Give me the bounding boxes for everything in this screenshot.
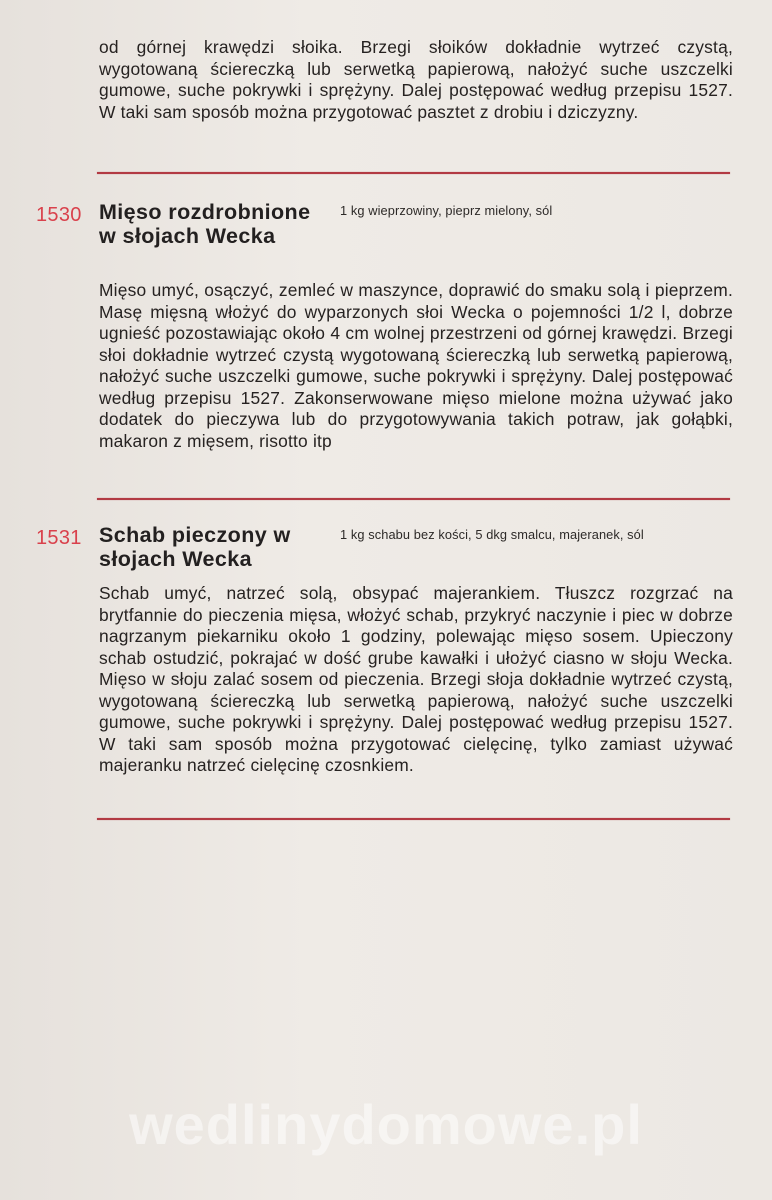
watermark: wedlinydomowe.pl: [129, 1093, 643, 1156]
recipe-number: 1531: [36, 527, 82, 549]
recipe-title: Mięso rozdrobnione w słojach Wecka: [99, 200, 311, 248]
recipe-instructions: Schab umyć, natrzeć solą, obsypać majerankiem. Tłuszcz rozgrzać na brytfannie do pieczenia mięsa, włożyć schab, przykryć naczynie i piec w dobrze nagrzanym piekarniku około 1 godziny, polewając mięso sosem. Upieczony schab ostudzić, pokrajać w dość grube kawałki i ułożyć ciasno w słoju Wecka. Mięso w słoju zalać sosem od pieczenia. Brzegi słoja dokładnie wytrzeć czystą, wygotowaną ściereczką lub serwetką papierową, nałożyć suche uszczelki gumowe, suche pokrywki i sprężyny. Dalej postępować według przepisu 1527. W taki sam sposób można przygotować cielęcinę, tylko zamiast używać majeranku natrzeć cielęcinę czosnkiem.: [99, 583, 733, 775]
section-divider: [97, 498, 730, 500]
recipe-number: 1530: [36, 204, 82, 226]
section-divider: [97, 818, 730, 820]
recipe-ingredients: 1 kg wieprzowiny, pieprz mielony, sól: [340, 203, 553, 218]
intro-paragraph: od górnej krawędzi słoika. Brzegi słoików dokładnie wytrzeć czystą, wygotowaną ściereczką lub serwetką papierową, nałożyć suche uszczelki gumowe, suche pokrywki i sprężyny. Dalej postępować według przepisu 1527. W taki sam sposób można przygotować pasztet z drobiu i dziczyzny.: [99, 37, 733, 122]
recipe-ingredients: 1 kg schabu bez kości, 5 dkg smalcu, majeranek, sól: [340, 527, 644, 542]
recipe-title: Schab pieczony w słojach Wecka: [99, 523, 291, 571]
section-divider: [97, 172, 730, 174]
recipe-instructions: Mięso umyć, osączyć, zemleć w maszynce, doprawić do smaku solą i pieprzem. Masę mięsną włożyć do wyparzonych słoi Wecka o pojemności 1/2 l, dobrze ugnieść pozostawiając około 4 cm wolnej przestrzeni od górnej krawędzi. Brzegi słoi dokładnie wytrzeć czystą wygotowaną ściereczką lub serwetką papierową, nałożyć suche uszczelki gumowe, suche pokrywki i sprężyny. Dalej postępować według przepisu 1527. Zakonserwowane mięso mielone można używać jako dodatek do pieczywa lub do przygotowywania takich potraw, jak gołąbki, makaron z mięsem, risotto itp: [99, 280, 733, 451]
